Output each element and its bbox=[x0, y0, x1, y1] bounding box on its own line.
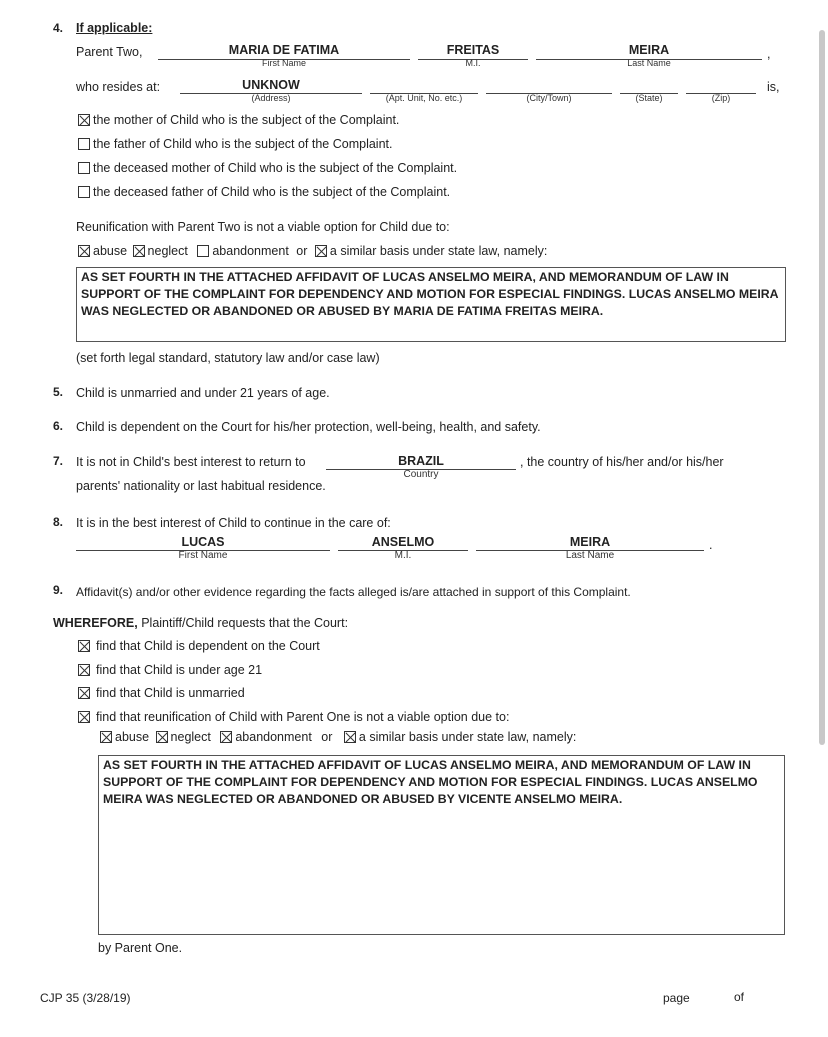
checkbox-empty-icon[interactable] bbox=[78, 162, 90, 174]
section-7-number: 7. bbox=[53, 454, 64, 468]
section-8-number: 8. bbox=[53, 515, 64, 529]
comma: , bbox=[767, 47, 771, 61]
section-4-heading: If applicable: bbox=[76, 21, 153, 35]
request-label: find that Child is under age 21 bbox=[96, 663, 263, 677]
parent-two-basis-row bbox=[78, 244, 547, 258]
checkbox-checked-icon[interactable] bbox=[100, 731, 112, 743]
section-6-number: 6. bbox=[53, 419, 64, 433]
section-9-number: 9. bbox=[53, 583, 64, 597]
option-deceased-mother[interactable] bbox=[78, 161, 457, 175]
checkbox-empty-icon[interactable] bbox=[78, 186, 90, 198]
basis-or: or bbox=[321, 730, 333, 744]
basis-abuse: abuse bbox=[115, 730, 150, 744]
basis-neglect: neglect bbox=[147, 244, 188, 258]
section-9-text: Affidavit(s) and/or other evidence regarding the facts alleged is/are attached in support of this Complaint. bbox=[76, 585, 631, 599]
caregiver-first-name[interactable]: LUCAS bbox=[181, 535, 225, 549]
parent-last-name[interactable]: MEIRA bbox=[628, 43, 670, 57]
period: . bbox=[709, 538, 713, 552]
request-label: find that Child is dependent on the Court bbox=[96, 639, 320, 653]
wherefore-lead: WHEREFORE, bbox=[53, 616, 138, 630]
mi-caption: M.I. bbox=[465, 58, 481, 68]
section-7-text-b: , the country of his/her and/or his/her bbox=[520, 455, 724, 469]
parent-one-basis-row bbox=[100, 730, 576, 744]
section-5-number: 5. bbox=[53, 385, 64, 399]
caregiver-first-caption: First Name bbox=[178, 550, 228, 561]
parent-one-namely-box[interactable]: AS SET FOURTH IN THE ATTACHED AFFIDAVIT OF LUCAS ANSELMO MEIRA, AND MEMORANDUM OF LAW IN SUPPORT OF THE COMPLAINT FOR DEPENDENCY AND MOTION FOR ESPECIAL FINDINGS. LUCAS ANSELMO MEIRA WAS NEGLECTED OR ABANDONED OR ABUSED BY VICENTE ANSELMO MEIRA. bbox=[98, 755, 785, 935]
request-reunification[interactable] bbox=[78, 710, 509, 724]
request-unmarried[interactable] bbox=[78, 686, 245, 700]
option-label: the deceased father of Child who is the subject of the Complaint. bbox=[93, 185, 451, 199]
request-label: find that reunification of Child with Parent One is not a viable option due to: bbox=[96, 710, 510, 724]
option-mother[interactable] bbox=[78, 113, 399, 127]
basis-abandonment: abandonment bbox=[235, 730, 312, 744]
request-under-21[interactable] bbox=[78, 663, 262, 677]
wherefore-text: Plaintiff/Child requests that the Court: bbox=[141, 616, 349, 630]
city-caption: (City/Town) bbox=[526, 93, 572, 103]
option-label: the deceased mother of Child who is the subject of the Complaint. bbox=[93, 161, 458, 175]
caregiver-mi-caption: M.I. bbox=[394, 550, 412, 561]
basis-neglect: neglect bbox=[170, 730, 211, 744]
checkbox-checked-icon[interactable] bbox=[133, 245, 145, 257]
basis-abuse: abuse bbox=[93, 244, 128, 258]
parent-two-namely-box[interactable]: AS SET FOURTH IN THE ATTACHED AFFIDAVIT OF LUCAS ANSELMO MEIRA, AND MEMORANDUM OF LAW IN SUPPORT OF THE COMPLAINT FOR DEPENDENCY AND MOTION FOR ESPECIAL FINDINGS. LUCAS ANSELMO MEIRA WAS NEGLECTED OR ABANDONED OR ABUSED BY MARIA DE FATIMA FREITAS MEIRA. bbox=[76, 267, 786, 342]
request-label: find that Child is unmarried bbox=[96, 686, 245, 700]
country-value[interactable]: BRAZIL bbox=[398, 454, 444, 468]
vertical-scrollbar[interactable] bbox=[819, 30, 825, 745]
address-caption: (Address) bbox=[251, 93, 291, 103]
basis-or: or bbox=[296, 244, 308, 258]
by-parent-one: by Parent One. bbox=[98, 941, 183, 955]
reunification-text: Reunification with Parent Two is not a viable option for Child due to: bbox=[76, 220, 450, 234]
resides-label: who resides at: bbox=[76, 80, 161, 94]
checkbox-checked-icon[interactable] bbox=[78, 711, 90, 723]
first-name-caption: First Name bbox=[261, 58, 306, 68]
parent-mi[interactable]: FREITAS bbox=[446, 43, 500, 57]
state-caption: (State) bbox=[635, 93, 663, 103]
parent-first-name[interactable]: MARIA DE FATIMA bbox=[228, 43, 340, 57]
option-label: the father of Child who is the subject of the Complaint. bbox=[93, 137, 393, 151]
checkbox-empty-icon[interactable] bbox=[197, 245, 209, 257]
option-deceased-father[interactable] bbox=[78, 185, 450, 199]
checkbox-checked-icon[interactable] bbox=[344, 731, 356, 743]
checkbox-empty-icon[interactable] bbox=[78, 138, 90, 150]
request-dependent[interactable] bbox=[78, 639, 320, 653]
country-caption: Country bbox=[403, 469, 439, 480]
is-text: is, bbox=[767, 80, 780, 94]
checkbox-checked-icon[interactable] bbox=[220, 731, 232, 743]
checkbox-checked-icon[interactable] bbox=[156, 731, 168, 743]
checkbox-checked-icon[interactable] bbox=[315, 245, 327, 257]
section-8-text: It is in the best interest of Child to continue in the care of: bbox=[76, 516, 391, 530]
section-7-text-a: It is not in Child's best interest to return to bbox=[76, 455, 306, 469]
page-label: page bbox=[663, 991, 690, 1005]
checkbox-checked-icon[interactable] bbox=[78, 114, 90, 126]
caregiver-last-caption: Last Name bbox=[565, 550, 615, 561]
checkbox-checked-icon[interactable] bbox=[78, 664, 90, 676]
legal-standard-note: (set forth legal standard, statutory law and/or case law) bbox=[76, 351, 380, 365]
zip-caption: (Zip) bbox=[711, 93, 731, 103]
basis-similar: a similar basis under state law, namely: bbox=[329, 244, 548, 258]
of-label: of bbox=[734, 990, 745, 1004]
basis-abandonment: abandonment bbox=[212, 244, 289, 258]
section-5-text: Child is unmarried and under 21 years of age. bbox=[76, 386, 330, 400]
option-label: the mother of Child who is the subject of the Complaint. bbox=[93, 113, 400, 127]
option-father[interactable] bbox=[78, 137, 392, 151]
address-value[interactable]: UNKNOW bbox=[242, 78, 300, 92]
apt-caption: (Apt. Unit, No. etc.) bbox=[385, 93, 463, 103]
wherefore-clause bbox=[53, 616, 348, 630]
checkbox-checked-icon[interactable] bbox=[78, 245, 90, 257]
section-7-text-c: parents' nationality or last habitual residence. bbox=[76, 479, 326, 493]
last-name-caption: Last Name bbox=[627, 58, 671, 68]
parent-two-label: Parent Two, bbox=[76, 45, 143, 59]
caregiver-mi[interactable]: ANSELMO bbox=[371, 535, 435, 549]
section-4-number: 4. bbox=[53, 21, 64, 35]
section-6-text: Child is dependent on the Court for his/her protection, well-being, health, and safety. bbox=[76, 420, 541, 434]
basis-similar: a similar basis under state law, namely: bbox=[358, 730, 577, 744]
caregiver-last-name[interactable]: MEIRA bbox=[569, 535, 611, 549]
form-id: CJP 35 (3/28/19) bbox=[40, 991, 131, 1005]
checkbox-checked-icon[interactable] bbox=[78, 640, 90, 652]
checkbox-checked-icon[interactable] bbox=[78, 687, 90, 699]
